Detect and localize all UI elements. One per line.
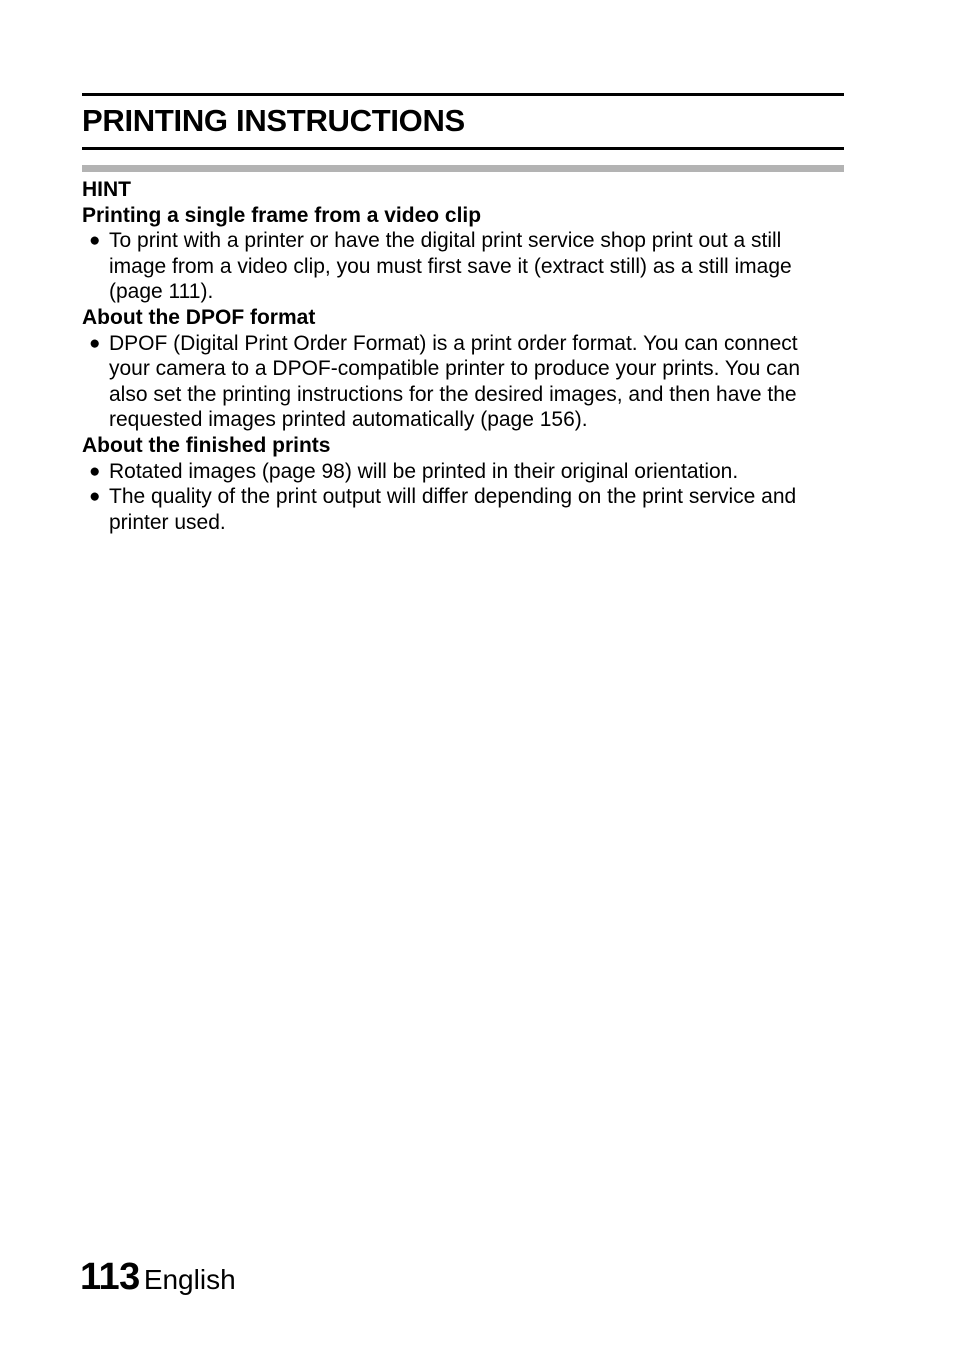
- page-number: 113: [80, 1256, 140, 1298]
- hint-box: [82, 177, 844, 535]
- bullet-list-dpof: [82, 331, 844, 433]
- bullet-icon: ●: [89, 460, 101, 482]
- list-item: [82, 484, 844, 535]
- list-item-text: DPOF (Digital Print Order Format) is a print order format. You can connect your camera to a DPOF-compatible printer to produce your prints. You can also set the printing instructions for the desired images, and then have the requested images printed automatically (page 156).: [109, 331, 801, 432]
- language-label: English: [143, 1264, 236, 1295]
- page-header: [82, 93, 844, 150]
- hint-label: HINT: [82, 178, 131, 201]
- page-title: PRINTING INSTRUCTIONS: [82, 103, 465, 138]
- section-heading-finished-prints: About the finished prints: [82, 433, 331, 457]
- bullet-list-video-frame: [82, 228, 844, 305]
- page-footer: [80, 1256, 236, 1299]
- bullet-icon: ●: [89, 332, 101, 354]
- list-item-text: The quality of the print output will differ depending on the print service and printer used.: [109, 485, 797, 534]
- section-divider: [82, 165, 844, 172]
- list-item: [82, 459, 844, 485]
- list-item-text: To print with a printer or have the digital print service shop print out a still image from a video clip, you must first save it (extract still) as a still image (page 111).: [109, 229, 792, 304]
- bullet-list-finished-prints: [82, 459, 844, 536]
- list-item: [82, 228, 844, 305]
- list-item-text: Rotated images (page 98) will be printed in their original orientation.: [109, 459, 739, 483]
- list-item: [82, 331, 844, 433]
- section-heading-video-frame: Printing a single frame from a video clip: [82, 203, 482, 227]
- bullet-icon: ●: [89, 486, 101, 508]
- section-heading-dpof: About the DPOF format: [82, 305, 316, 329]
- bullet-icon: ●: [89, 230, 101, 252]
